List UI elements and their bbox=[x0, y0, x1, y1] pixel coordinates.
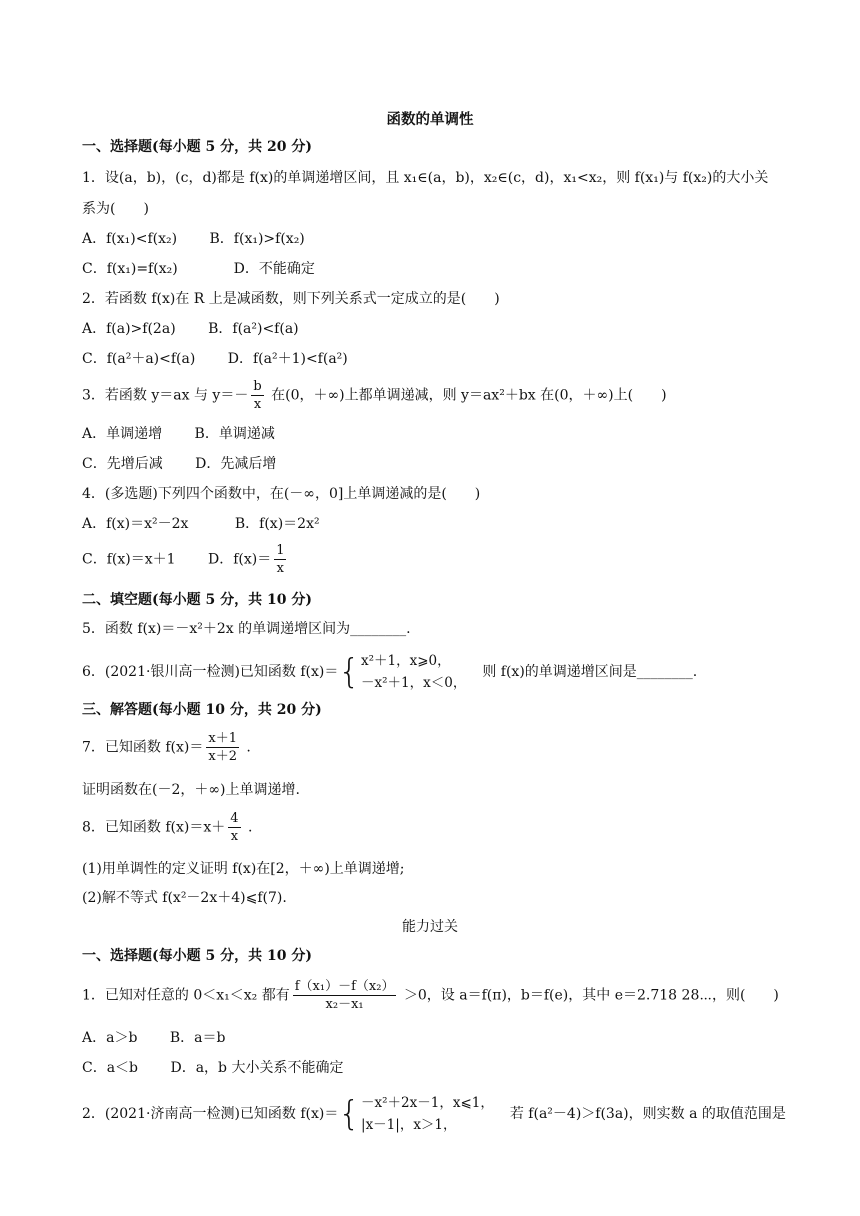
p2-suffix: 若 f(a²－4)＞f(3a)，则实数 a 的取值范围是 bbox=[509, 1106, 786, 1122]
q6-cases bbox=[361, 650, 466, 694]
question-2-stem: 2．若函数 f(x)在 R 上是减函数，则下列关系式一定成立的是( ) bbox=[82, 291, 500, 307]
q4c-frac-den: x bbox=[276, 561, 285, 576]
question-2-options-ab: A．f(a)>f(2a) B．f(a²)<f(a) bbox=[82, 321, 299, 337]
q3-suffix: 在(0，＋∞)上都单调递减，则 y＝ax²＋bx 在(0，＋∞)上( ) bbox=[266, 387, 667, 404]
q8-suffix: . bbox=[243, 819, 253, 836]
section-heading-advanced-choice: 一、选择题(每小题 5 分，共 10 分) bbox=[82, 948, 312, 964]
advanced-question-1-options-ab: A．a＞b B．a＝b bbox=[82, 1030, 226, 1046]
q6-case-1: x²＋1，x⩾0， bbox=[361, 653, 451, 669]
q6-case-2: －x²＋1，x＜0， bbox=[361, 675, 467, 691]
advanced-question-2 bbox=[82, 1092, 786, 1136]
section-heading-answer: 三、解答题(每小题 10 分，共 20 分) bbox=[82, 702, 322, 718]
q3-frac-den: x bbox=[253, 397, 262, 412]
q6-suffix: 则 f(x)的单调递增区间是________. bbox=[482, 664, 698, 680]
question-1-line-1: 1．设(a，b)，(c，d)都是 f(x)的单调递增区间，且 x₁∈(a，b)，x₂∈(c，d)，x₁<x₂，则 f(x₁)与 f(x₂)的大小关 bbox=[82, 170, 769, 186]
p1-fraction bbox=[293, 978, 397, 1013]
p2-brace: { bbox=[338, 1094, 361, 1134]
p2-cases bbox=[361, 1092, 494, 1136]
p2-case-2: |x－1|，x＞1， bbox=[361, 1117, 457, 1133]
section-subtitle: 能力过关 bbox=[402, 919, 458, 935]
section-heading-choice: 一、选择题(每小题 5 分，共 20 分) bbox=[82, 139, 312, 155]
q6-brace: { bbox=[338, 652, 361, 692]
question-8-part-2: (2)解不等式 f(x²－2x＋4)⩽f(7). bbox=[82, 890, 287, 906]
p1-frac-den: x₂－x₁ bbox=[325, 997, 364, 1012]
question-2-options-cd: C．f(a²＋a)<f(a) D．f(a²＋1)<f(a²) bbox=[82, 351, 348, 367]
question-3-options-cd: C．先增后减 D．先减后增 bbox=[82, 456, 277, 472]
p2-prefix: 2．(2021·济南高一检测)已知函数 f(x)＝ bbox=[82, 1106, 339, 1122]
q7-frac-num: x＋1 bbox=[208, 731, 237, 746]
q3-frac-num: b bbox=[253, 379, 262, 394]
q3-prefix: 3．若函数 y＝ax 与 y＝－ bbox=[82, 387, 249, 404]
q8-frac-den: x bbox=[230, 829, 239, 844]
question-6 bbox=[82, 650, 697, 694]
question-3-options-ab: A．单调递增 B．单调递减 bbox=[82, 426, 275, 442]
question-1-line-2: 系为( ) bbox=[82, 201, 149, 217]
p1-frac-num: f（x₁）－f（x₂） bbox=[294, 979, 395, 994]
q7-frac-den: x＋2 bbox=[208, 749, 237, 764]
question-4-options-ab: A．f(x)＝x²－2x B．f(x)＝2x² bbox=[82, 516, 320, 532]
q4c-fraction bbox=[274, 542, 286, 577]
advanced-question-1 bbox=[82, 978, 779, 1013]
q7-fraction bbox=[206, 730, 239, 765]
q8-prefix: 8．已知函数 f(x)＝x＋ bbox=[82, 819, 226, 836]
q4c-frac-num: 1 bbox=[276, 543, 285, 558]
question-1-options-cd: C．f(x₁)=f(x₂) D．不能确定 bbox=[82, 261, 315, 277]
p1-prefix: 1．已知对任意的 0＜x₁＜x₂ 都有 bbox=[82, 987, 290, 1004]
question-8-part-1: (1)用单调性的定义证明 f(x)在[2，＋∞)上单调递增; bbox=[82, 861, 405, 877]
q7-prefix: 7．已知函数 f(x)＝ bbox=[82, 739, 204, 756]
q8-frac-num: 4 bbox=[230, 811, 239, 826]
section-heading-fill: 二、填空题(每小题 5 分，共 10 分) bbox=[82, 592, 312, 608]
q6-prefix: 6．(2021·银川高一检测)已知函数 f(x)＝ bbox=[82, 664, 339, 680]
p1-suffix: ＞0，设 a＝f(π)，b＝f(e)，其中 e＝2.718 28⋯，则( ) bbox=[399, 987, 779, 1004]
question-1-options-ab: A．f(x₁)<f(x₂) B．f(x₁)>f(x₂) bbox=[82, 231, 305, 247]
question-8 bbox=[82, 810, 252, 845]
advanced-question-1-options-cd: C．a＜b D．a，b 大小关系不能确定 bbox=[82, 1060, 344, 1076]
question-5: 5．函数 f(x)＝－x²＋2x 的单调递增区间为________. bbox=[82, 621, 411, 637]
p2-case-1: －x²＋2x－1，x⩽1， bbox=[361, 1095, 494, 1111]
question-7 bbox=[82, 730, 251, 765]
question-3-stem bbox=[82, 378, 667, 413]
page-title: 函数的单调性 bbox=[386, 111, 474, 128]
q8-fraction bbox=[228, 810, 240, 845]
q3-fraction bbox=[251, 378, 263, 413]
q7-suffix: . bbox=[241, 739, 251, 756]
q4c-prefix: C．f(x)＝x＋1 D．f(x)＝ bbox=[82, 551, 272, 568]
question-4-options-cd bbox=[82, 542, 289, 577]
question-7-part: 证明函数在(－2，＋∞)上单调递增. bbox=[82, 782, 300, 798]
question-4-stem: 4．(多选题)下列四个函数中，在(－∞，0]上单调递减的是( ) bbox=[82, 486, 481, 502]
